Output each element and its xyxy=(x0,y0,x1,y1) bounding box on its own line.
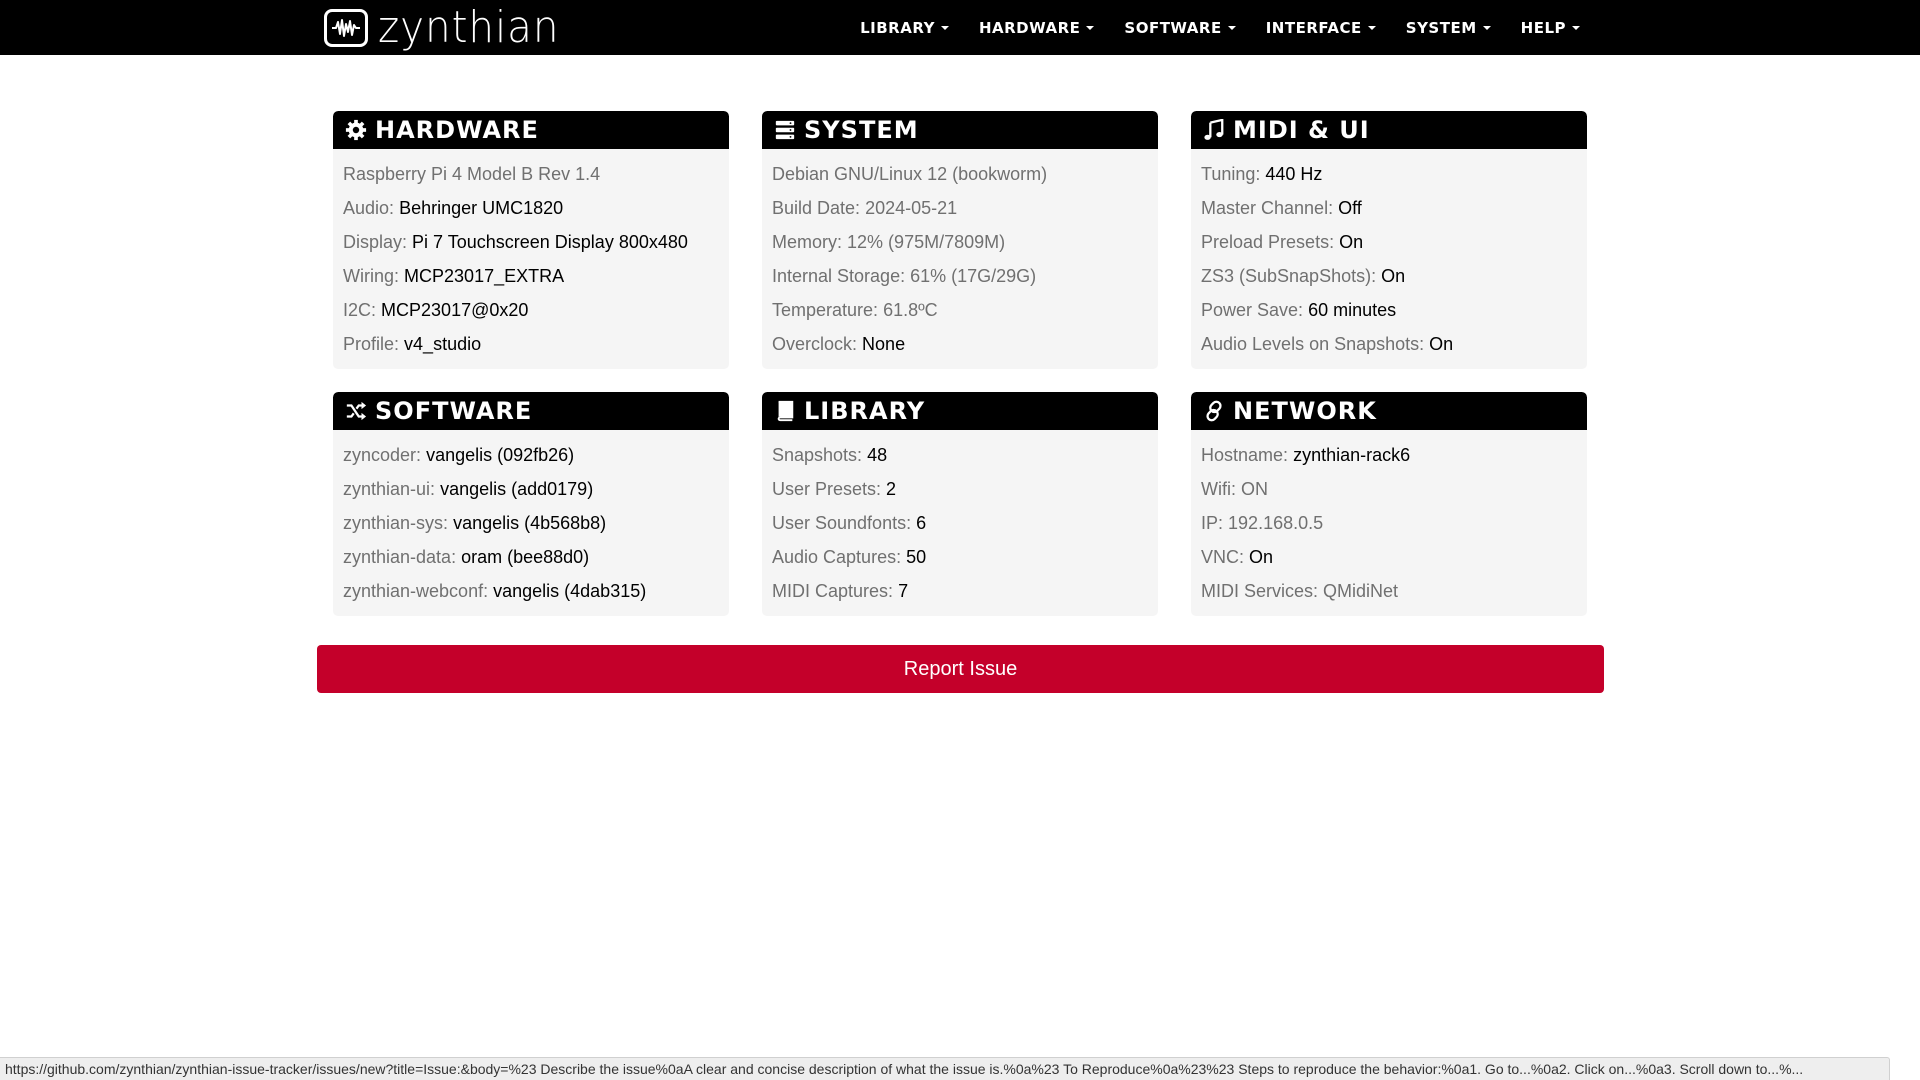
audio-levels-label: Audio Levels on Snapshots: xyxy=(1201,334,1425,354)
brand-name: zynthian xyxy=(378,2,560,53)
nav-library[interactable] xyxy=(860,19,949,37)
nav-interface[interactable] xyxy=(1266,19,1376,37)
display-label: Display: xyxy=(343,232,408,252)
library-panel-header xyxy=(762,392,1158,430)
hardware-row-audio xyxy=(343,191,719,225)
power-save-value: 60 minutes xyxy=(1308,300,1397,320)
software-row-zynthian-ui xyxy=(343,472,719,506)
audio-levels-value: On xyxy=(1429,334,1454,354)
zynthian-data-value: oram (bee88d0) xyxy=(461,547,590,567)
network-row-hostname xyxy=(1201,438,1577,472)
system-row-memory xyxy=(772,225,1148,259)
user-presets-value: 2 xyxy=(886,479,897,499)
system-row-build-date xyxy=(772,191,1148,225)
nav-system-label: SYSTEM xyxy=(1405,18,1477,37)
hardware-row-profile xyxy=(343,327,719,361)
main-menu xyxy=(830,0,1580,55)
nav-system[interactable] xyxy=(1406,19,1491,37)
caret-down-icon xyxy=(1572,26,1580,30)
hardware-panel xyxy=(333,111,729,369)
book-icon xyxy=(774,400,796,422)
library-panel-title: LIBRARY xyxy=(804,397,926,425)
zynthian-data-label: zynthian-data: xyxy=(343,547,457,567)
tuning-label: Tuning: xyxy=(1201,164,1261,184)
midi-ui-panel-title: MIDI & UI xyxy=(1233,116,1370,144)
audio-value: Behringer UMC1820 xyxy=(399,198,564,218)
hostname-value: zynthian-rack6 xyxy=(1293,445,1411,465)
audio-label: Audio: xyxy=(343,198,395,218)
library-panel xyxy=(762,392,1158,616)
zynthian-webconf-value: vangelis (4dab315) xyxy=(493,581,647,601)
hardware-panel-header xyxy=(333,111,729,149)
system-row-temperature xyxy=(772,293,1148,327)
overclock-value: None xyxy=(862,334,906,354)
hardware-row-wiring xyxy=(343,259,719,293)
wifi-value: ON xyxy=(1241,479,1269,499)
audio-captures-label: Audio Captures: xyxy=(772,547,902,567)
network-panel-body xyxy=(1191,430,1587,616)
report-issue-button[interactable]: Report Issue xyxy=(317,645,1604,693)
midi-ui-panel-header xyxy=(1191,111,1587,149)
zs3-label: ZS3 (SubSnapShots): xyxy=(1201,266,1377,286)
midi-row-preload-presets xyxy=(1201,225,1577,259)
zyncoder-value: vangelis (092fb26) xyxy=(426,445,575,465)
zynthian-ui-value: vangelis (add0179) xyxy=(440,479,594,499)
snapshots-value: 48 xyxy=(867,445,888,465)
vnc-value: On xyxy=(1249,547,1274,567)
browser-status-url: https://github.com/zynthian/zynthian-issue-tracker/issues/new?title=Issue:&body=%23 Describe the issue%0aA clear and concise description of what the issue is.%0a%23 To Reproduce%0a%23%23 Steps to reproduce the behavior:%0a1. Go to...%0a2. Click on...%0a3. Scroll down to...%... xyxy=(0,1057,1890,1080)
network-panel-header xyxy=(1191,392,1587,430)
system-panel-header xyxy=(762,111,1158,149)
caret-down-icon xyxy=(941,26,949,30)
nav-help[interactable] xyxy=(1521,19,1580,37)
nav-interface-label: INTERFACE xyxy=(1265,18,1362,37)
midi-services-value: QMidiNet xyxy=(1323,581,1399,601)
build-date-label: Build Date: xyxy=(772,198,861,218)
wifi-label: Wifi: xyxy=(1201,479,1236,499)
user-soundfonts-label: User Soundfonts: xyxy=(772,513,912,533)
top-navbar xyxy=(0,0,1920,55)
waveform-logo-icon xyxy=(324,9,368,47)
caret-down-icon xyxy=(1483,26,1491,30)
software-row-zynthian-webconf xyxy=(343,574,719,608)
memory-value: 12% (975M/7809M) xyxy=(847,232,1006,252)
temperature-label: Temperature: xyxy=(772,300,879,320)
network-row-vnc xyxy=(1201,540,1577,574)
midi-captures-label: MIDI Captures: xyxy=(772,581,894,601)
storage-label: Internal Storage: xyxy=(772,266,906,286)
hardware-row-i2c xyxy=(343,293,719,327)
library-row-user-soundfonts xyxy=(772,506,1148,540)
system-row-storage xyxy=(772,259,1148,293)
overclock-label: Overclock: xyxy=(772,334,858,354)
profile-value: v4_studio xyxy=(404,334,482,354)
library-panel-body xyxy=(762,430,1158,616)
midi-ui-panel-body xyxy=(1191,149,1587,369)
network-panel-title: NETWORK xyxy=(1233,397,1377,425)
software-row-zynthian-sys xyxy=(343,506,719,540)
profile-label: Profile: xyxy=(343,334,400,354)
audio-captures-value: 50 xyxy=(906,547,927,567)
system-panel-title: SYSTEM xyxy=(804,116,919,144)
ip-value: 192.168.0.5 xyxy=(1228,513,1324,533)
vnc-label: VNC: xyxy=(1201,547,1245,567)
nav-hardware-label: HARDWARE xyxy=(978,18,1081,37)
midi-row-zs3 xyxy=(1201,259,1577,293)
midi-services-label: MIDI Services: xyxy=(1201,581,1319,601)
ip-label: IP: xyxy=(1201,513,1224,533)
preload-presets-label: Preload Presets: xyxy=(1201,232,1335,252)
midi-captures-value: 7 xyxy=(898,581,909,601)
zynthian-webconf-label: zynthian-webconf: xyxy=(343,581,489,601)
user-soundfonts-value: 6 xyxy=(916,513,927,533)
midi-row-audio-levels xyxy=(1201,327,1577,361)
zs3-value: On xyxy=(1381,266,1406,286)
midi-row-tuning xyxy=(1201,157,1577,191)
nav-library-label: LIBRARY xyxy=(860,18,935,37)
midi-ui-panel xyxy=(1191,111,1587,369)
hardware-row-board xyxy=(343,157,719,191)
software-panel xyxy=(333,392,729,616)
hostname-label: Hostname: xyxy=(1201,445,1289,465)
music-note-icon xyxy=(1203,119,1225,141)
nav-software-label: SOFTWARE xyxy=(1124,18,1222,37)
library-row-snapshots xyxy=(772,438,1148,472)
software-row-zynthian-data xyxy=(343,540,719,574)
system-row-os xyxy=(772,157,1148,191)
nav-software[interactable] xyxy=(1124,19,1235,37)
master-channel-label: Master Channel: xyxy=(1201,198,1334,218)
system-panel-body xyxy=(762,149,1158,369)
wiring-value: MCP23017_EXTRA xyxy=(404,266,565,286)
power-save-label: Power Save: xyxy=(1201,300,1304,320)
memory-label: Memory: xyxy=(772,232,843,252)
os-version: Debian GNU/Linux 12 (bookworm) xyxy=(772,164,1048,184)
hardware-panel-body xyxy=(333,149,729,369)
server-icon xyxy=(774,119,796,141)
hardware-row-display xyxy=(343,225,719,259)
build-date-value: 2024-05-21 xyxy=(865,198,958,218)
software-panel-title: SOFTWARE xyxy=(375,397,533,425)
software-panel-header xyxy=(333,392,729,430)
midi-row-master-channel xyxy=(1201,191,1577,225)
master-channel-value: Off xyxy=(1338,198,1362,218)
shuffle-icon xyxy=(345,400,367,422)
gear-icon xyxy=(345,119,367,141)
network-row-ip xyxy=(1201,506,1577,540)
wiring-label: Wiring: xyxy=(343,266,400,286)
zynthian-sys-value: vangelis (4b568b8) xyxy=(453,513,607,533)
temperature-value: 61.8ºC xyxy=(883,300,938,320)
brand-logo-link[interactable] xyxy=(324,2,575,53)
nav-hardware[interactable] xyxy=(979,19,1094,37)
display-value: Pi 7 Touchscreen Display 800x480 xyxy=(412,232,688,252)
network-panel xyxy=(1191,392,1587,616)
library-row-midi-captures xyxy=(772,574,1148,608)
software-row-zyncoder xyxy=(343,438,719,472)
caret-down-icon xyxy=(1228,26,1236,30)
caret-down-icon xyxy=(1368,26,1376,30)
i2c-value: MCP23017@0x20 xyxy=(381,300,529,320)
caret-down-icon xyxy=(1086,26,1094,30)
i2c-label: I2C: xyxy=(343,300,377,320)
system-row-overclock xyxy=(772,327,1148,361)
zynthian-ui-label: zynthian-ui: xyxy=(343,479,436,499)
library-row-user-presets xyxy=(772,472,1148,506)
preload-presets-value: On xyxy=(1339,232,1364,252)
system-panel xyxy=(762,111,1158,369)
snapshots-label: Snapshots: xyxy=(772,445,863,465)
hardware-panel-title: HARDWARE xyxy=(375,116,539,144)
zynthian-sys-label: zynthian-sys: xyxy=(343,513,449,533)
tuning-value: 440 Hz xyxy=(1265,164,1323,184)
zyncoder-label: zyncoder: xyxy=(343,445,422,465)
dashboard-panels xyxy=(333,111,1587,616)
board-model: Raspberry Pi 4 Model B Rev 1.4 xyxy=(343,164,601,184)
storage-value: 61% (17G/29G) xyxy=(910,266,1037,286)
network-row-wifi xyxy=(1201,472,1577,506)
midi-row-power-save xyxy=(1201,293,1577,327)
nav-help-label: HELP xyxy=(1520,18,1566,37)
library-row-audio-captures xyxy=(772,540,1148,574)
software-panel-body xyxy=(333,430,729,616)
network-row-midi-services xyxy=(1201,574,1577,608)
link-icon xyxy=(1203,400,1225,422)
user-presets-label: User Presets: xyxy=(772,479,882,499)
